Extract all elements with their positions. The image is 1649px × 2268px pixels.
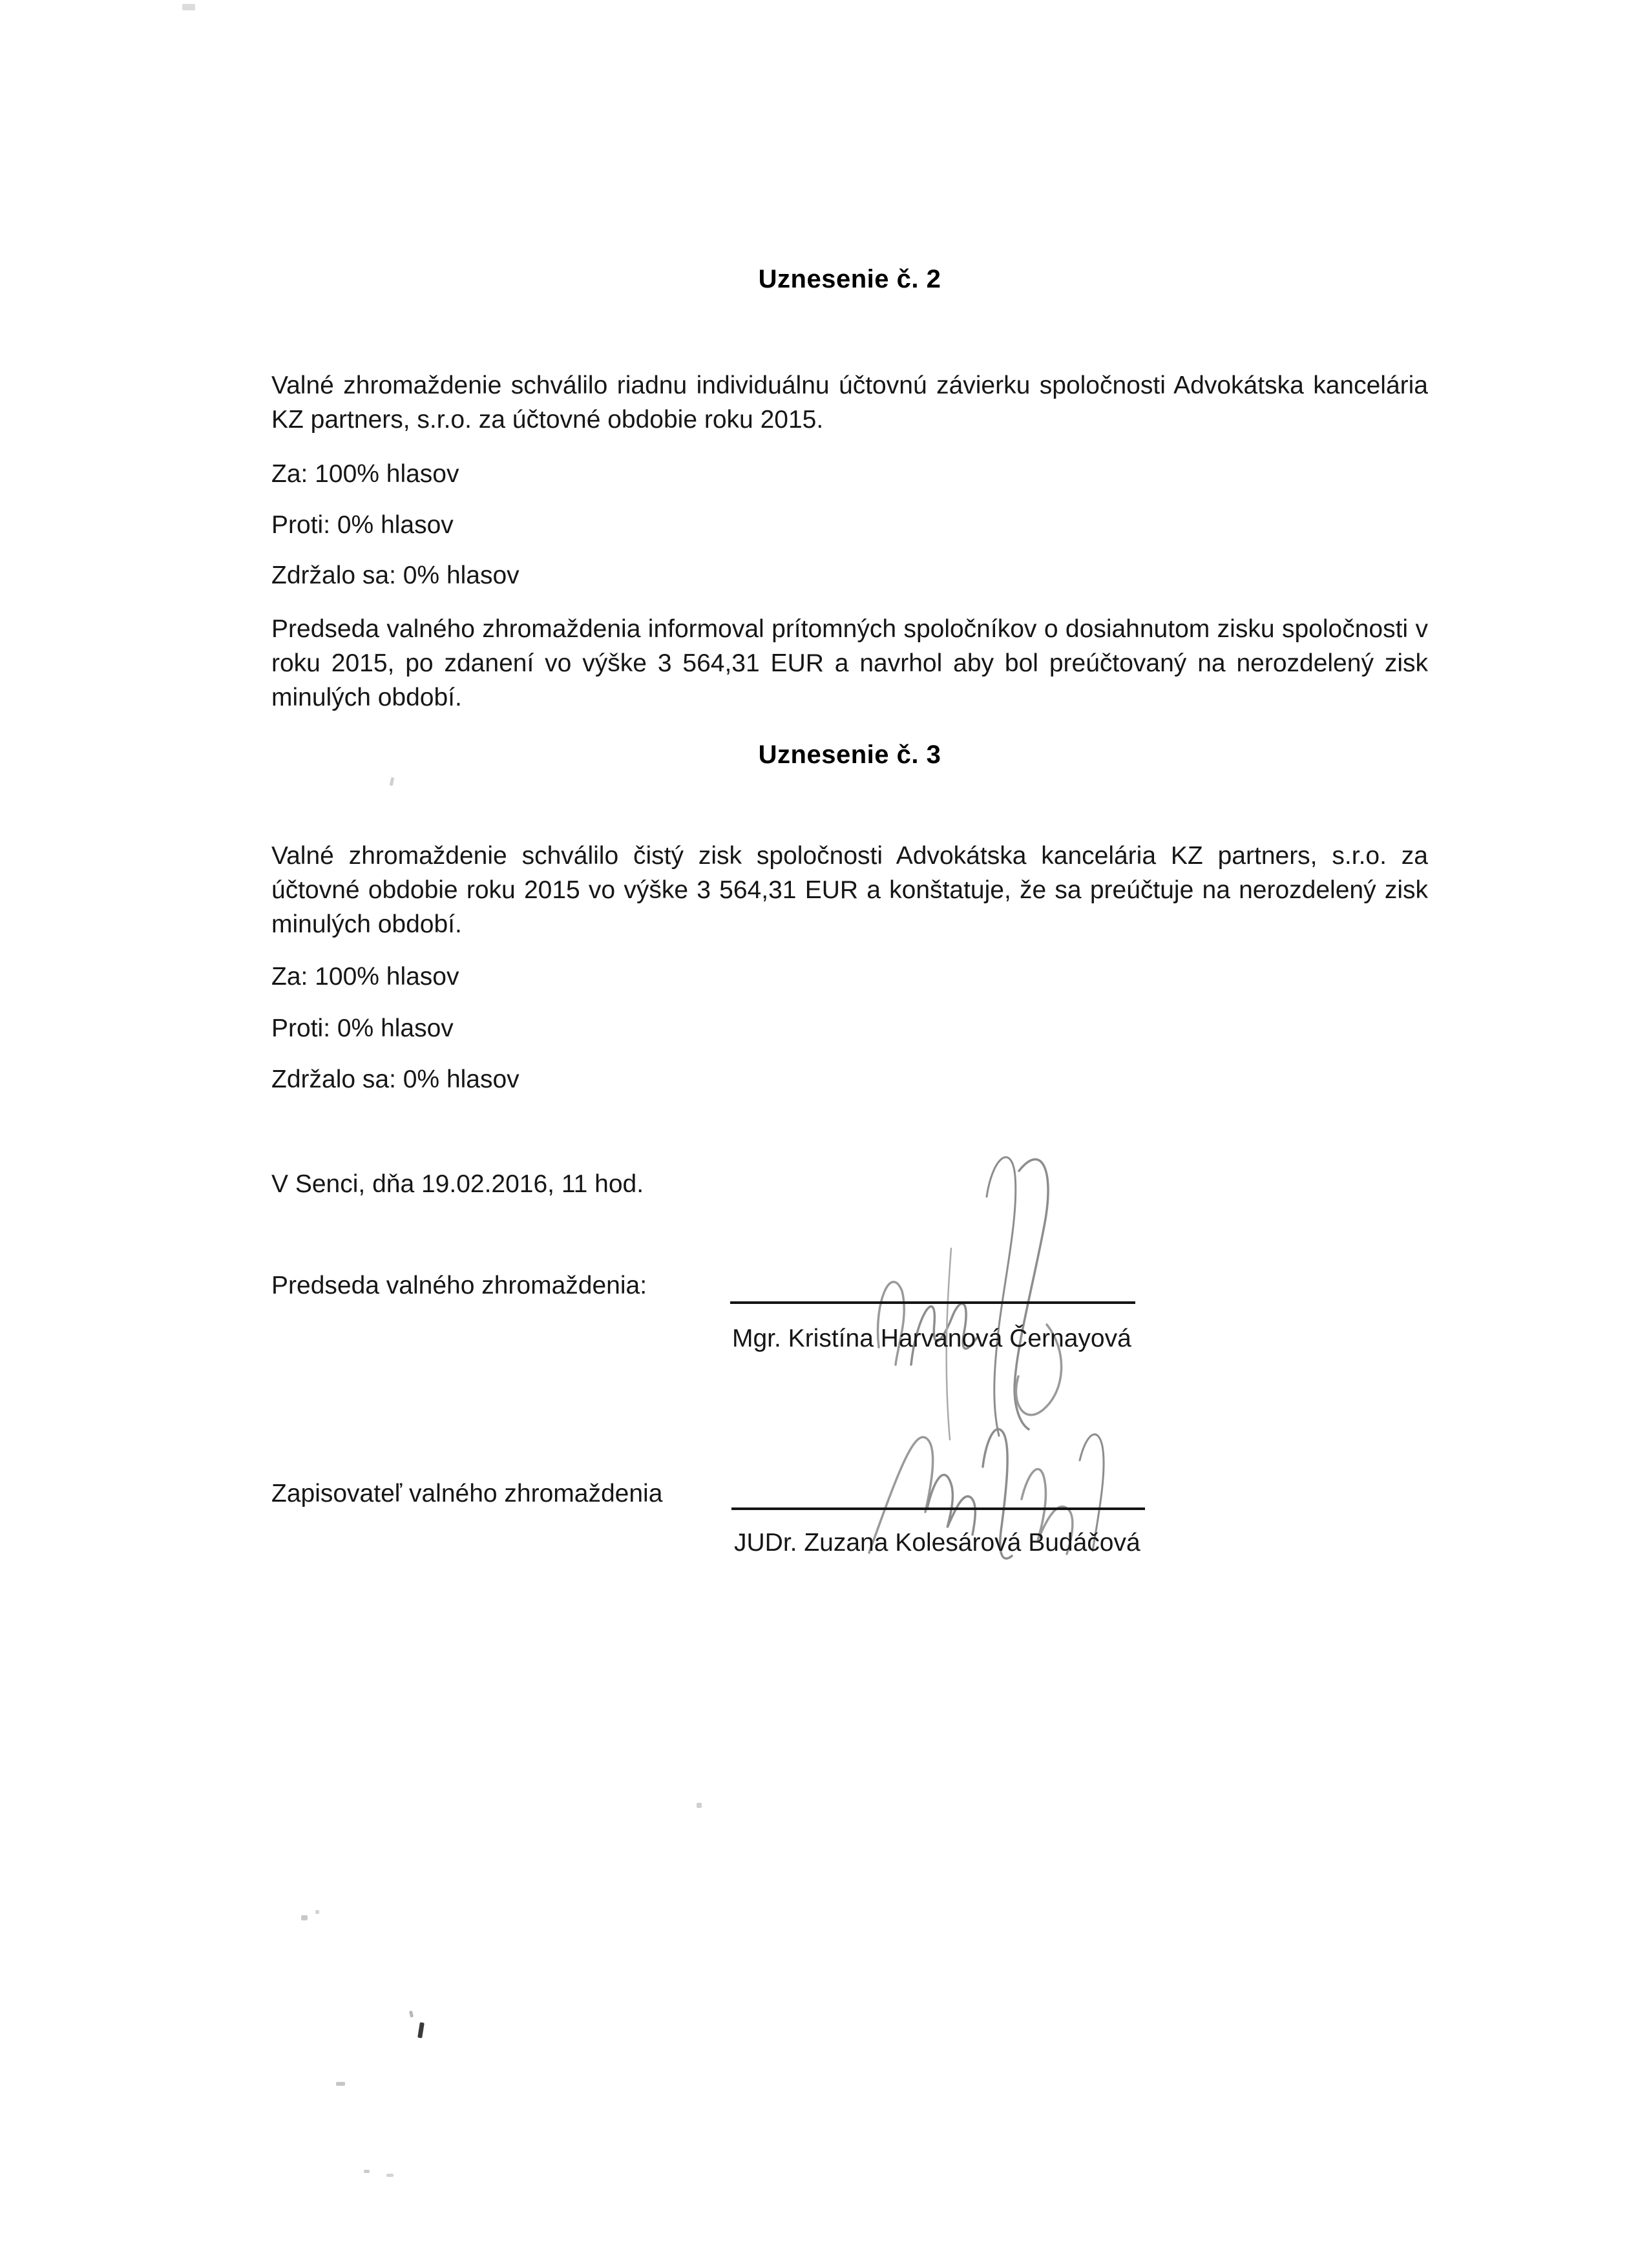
signature-2-line	[731, 1507, 1145, 1510]
signatory-1-role: Predseda valného zhromaždenia:	[271, 1272, 647, 1299]
scan-speck	[697, 1803, 702, 1808]
scan-speck	[364, 2170, 370, 2173]
resolution-3-heading: Uznesenie č. 3	[758, 740, 941, 769]
scan-speck	[386, 2174, 394, 2177]
resolution-2-heading: Uznesenie č. 2	[758, 265, 941, 293]
resolution-3-vote-against: Proti: 0% hlasov	[271, 1014, 454, 1042]
resolution-2-vote-abstained: Zdržalo sa: 0% hlasov	[271, 562, 520, 589]
scan-speck	[315, 1910, 319, 1914]
resolution-2-note: Predseda valného zhromaždenia informoval prítomných spoločníkov o dosiahnutom zisku spoločnosti v roku 2015, po zdanení vo výške 3 564,31 EUR a navrhol aby bol preúčtovaný na nerozdelený zisk minulých období.	[271, 615, 1428, 711]
resolution-3-vote-for: Za: 100% hlasov	[271, 963, 459, 991]
scan-speck	[336, 2082, 345, 2086]
resolution-3-body: Valné zhromaždenie schválilo čistý zisk spoločnosti Advokátska kancelária KZ partners, s.r.o. za účtovné obdobie roku 2015 vo výške 3 564,31 EUR a konštatuje, že sa preúčtuje na nerozdelený zisk minulých období.	[271, 842, 1428, 938]
signature-1-line	[730, 1301, 1135, 1304]
signatory-2-role: Zapisovateľ valného zhromaždenia	[271, 1480, 663, 1507]
scan-speck	[390, 777, 395, 786]
resolution-2-body: Valné zhromaždenie schválilo riadnu individuálnu účtovnú závierku spoločnosti Advokátska kancelária KZ partners, s.r.o. za účtovné obdobie roku 2015.	[271, 372, 1428, 434]
resolution-3-vote-abstained: Zdržalo sa: 0% hlasov	[271, 1066, 520, 1093]
resolution-2-vote-for: Za: 100% hlasov	[271, 460, 459, 488]
signatory-2-name: JUDr. Zuzana Kolesárová Budáčová	[734, 1529, 1140, 1557]
scan-speck	[301, 1915, 308, 1920]
scan-speck	[182, 4, 195, 10]
scan-speck	[409, 2011, 414, 2018]
signatory-1-name: Mgr. Kristína Harvanová Černayová	[732, 1325, 1131, 1352]
resolution-2-vote-against: Proti: 0% hlasov	[271, 511, 454, 539]
place-date-line: V Senci, dňa 19.02.2016, 11 hod.	[271, 1170, 644, 1198]
scan-speck	[417, 2022, 425, 2039]
